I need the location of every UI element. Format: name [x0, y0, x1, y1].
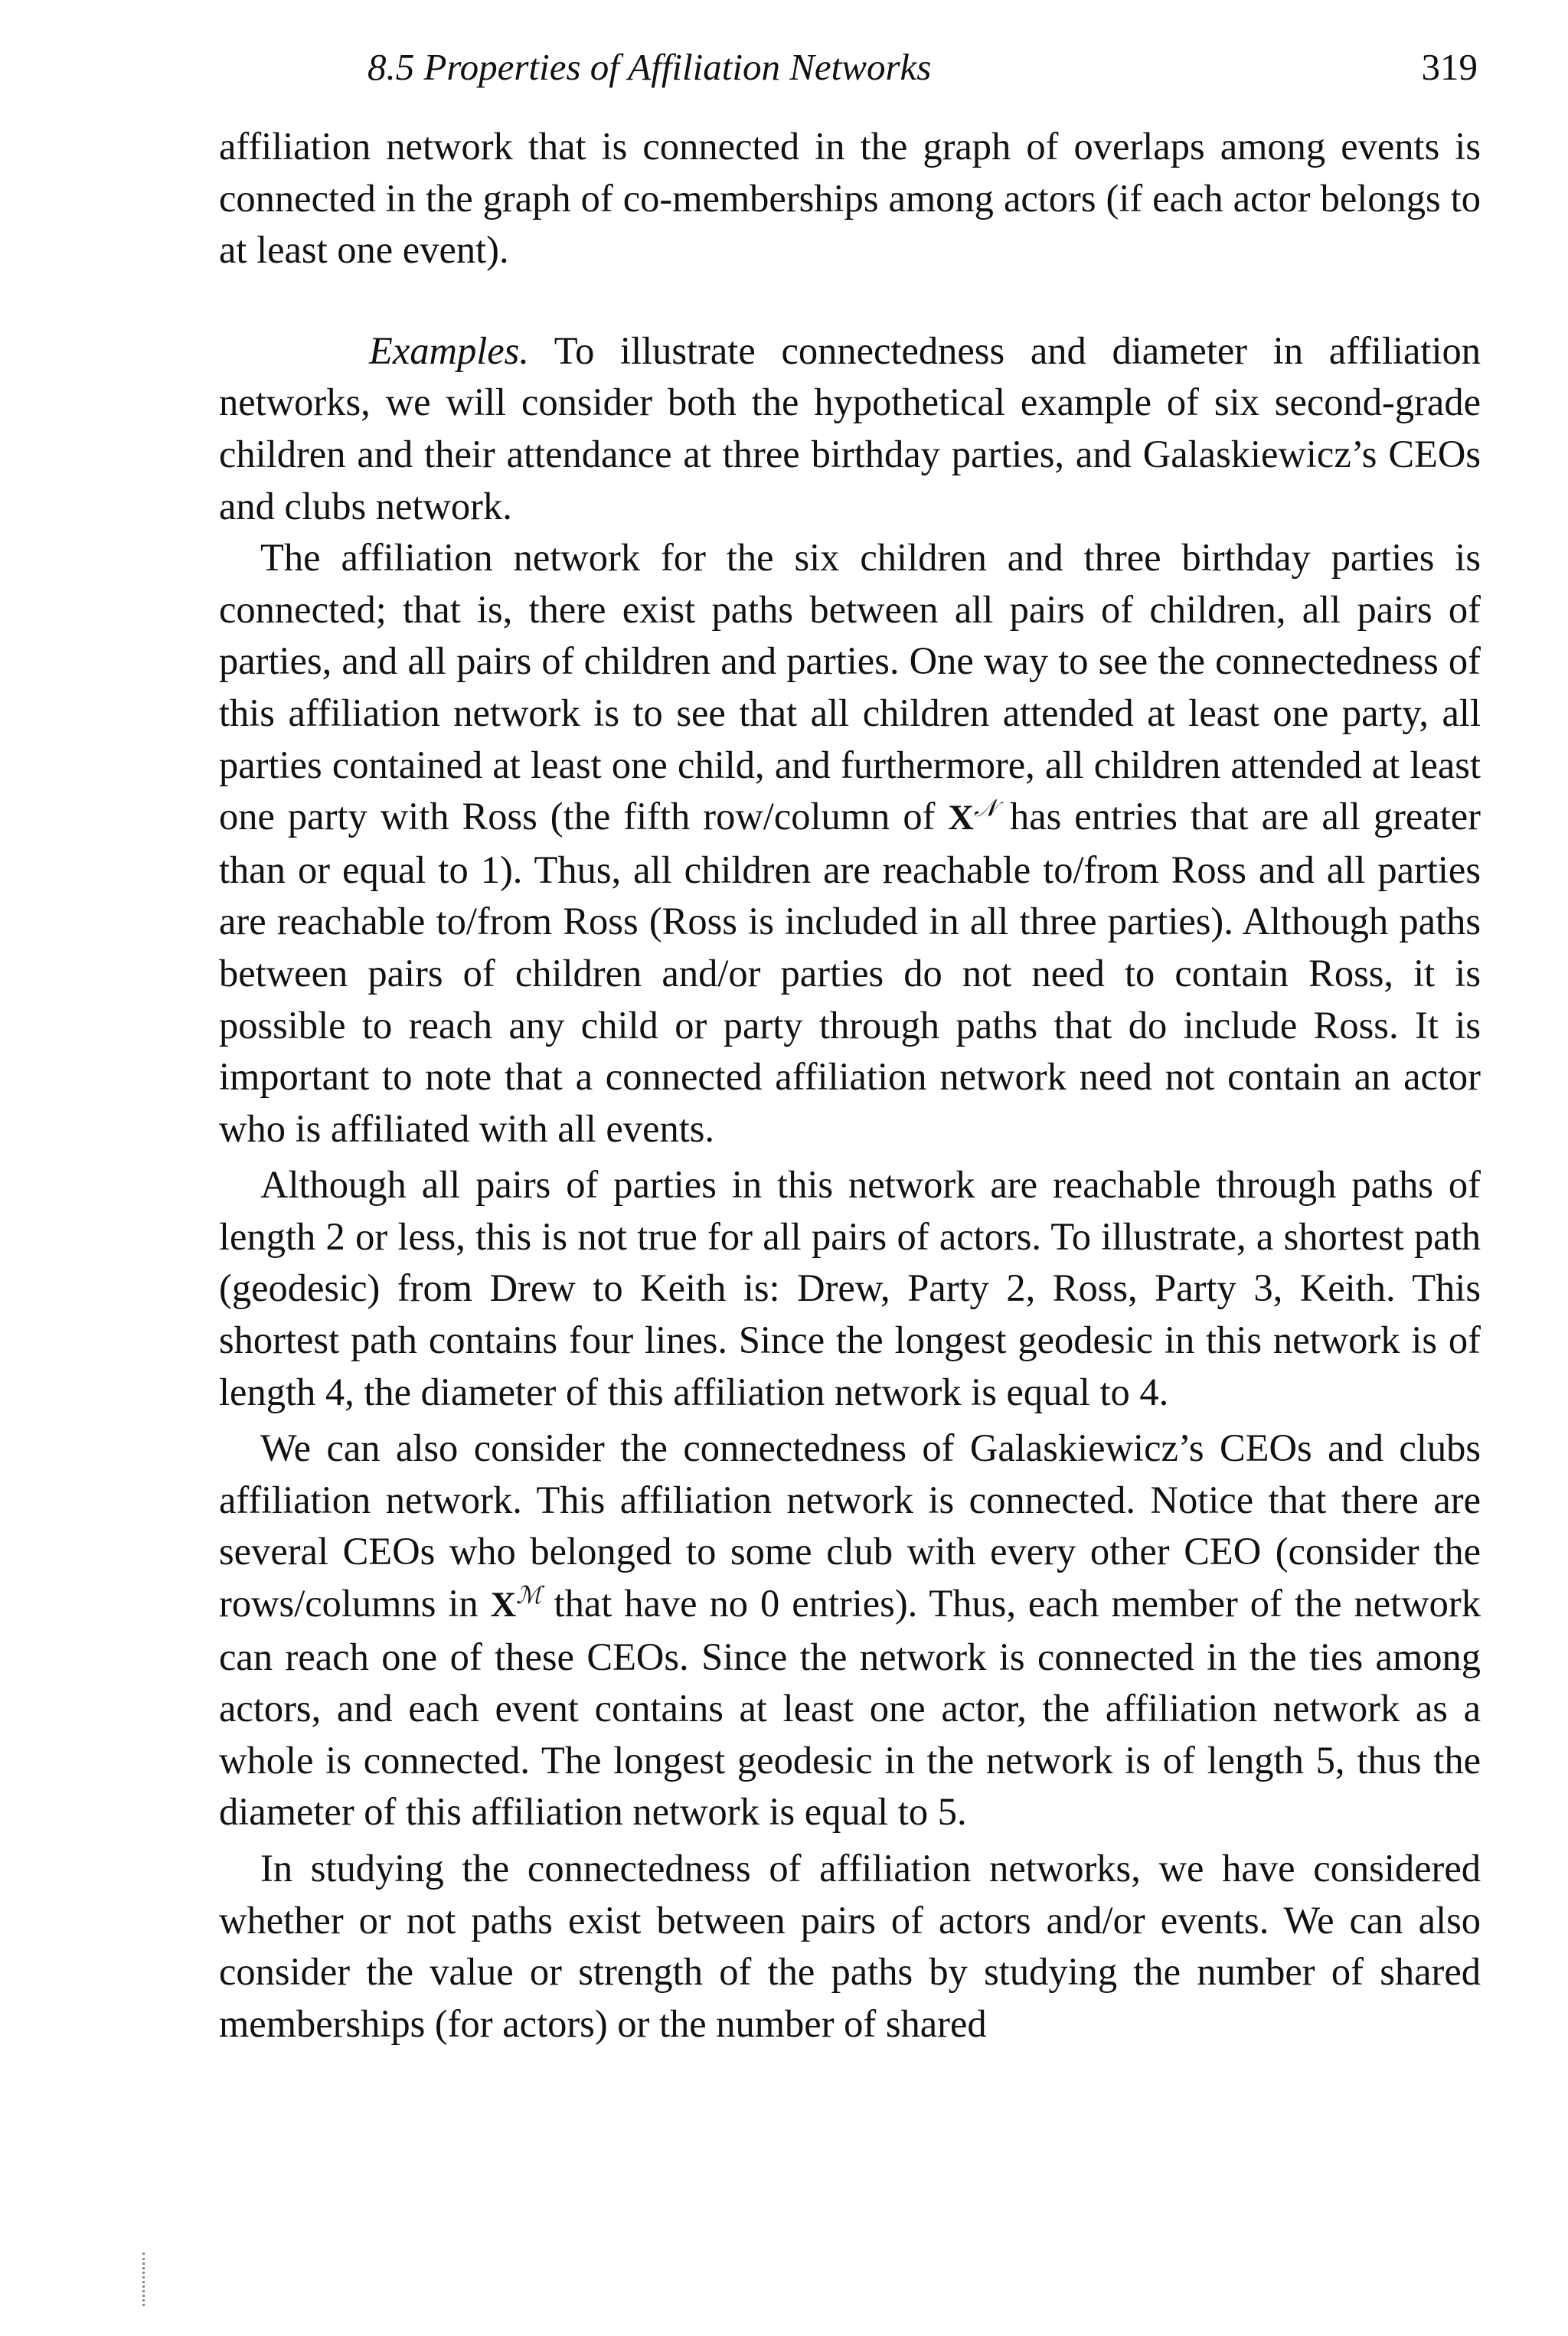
- paragraph-continued: affiliation network that is connected in the graph of overlaps among events is connected in the graph of co-memberships among actors (if each actor belongs to at least one event).: [219, 125, 1481, 272]
- examples-text: To illustrate connectedness and diameter in affiliation networks, we will consider both the hypothetical example of six second-grade children and their attendance at three birthday parties, and Galaskiewicz’s CEOs and clubs network.: [219, 328, 1481, 528]
- script-m-superscript: ℳ: [516, 1581, 542, 1609]
- matrix-x-symbol: X: [948, 799, 974, 838]
- paragraph-children-parties: [219, 532, 1481, 1155]
- matrix-x-symbol: X: [490, 1586, 517, 1625]
- paragraph-examples: [219, 325, 1481, 532]
- section-title: 8.5 Properties of Affiliation Networks: [368, 46, 932, 88]
- paragraph-geodesic: Although all pairs of parties in this network are reachable through paths of length 2 or less, this is not true for all pairs of actors. To illustrate, a shortest path (geodesic) from Drew to Keith is: Drew, Party 2, Ross, Party 3, Keith. This shortest path contains four lines. Since the longest geodesic in this network is of length 4, the diameter of this affiliation network is equal to 4.: [219, 1163, 1481, 1413]
- paragraph-ceos-clubs: [219, 1423, 1481, 1838]
- running-head: [368, 37, 1478, 98]
- page-number: 319: [1421, 46, 1478, 88]
- examples-label: Examples.: [369, 328, 529, 372]
- body-text: [219, 121, 1481, 2050]
- children-parties-text-b: has entries that are all greater than or equal to 1). Thus, all children are reachable to/from Ross and all parties are reachable to/from Ross (Ross is included in all three parties). Although paths between pairs of children and/or parties do not need to contain Ross, it is possible to reach any child or party through paths that do include Ross. It is important to note that a connected affiliation network need not contain an actor who is affiliated with all events.: [219, 795, 1481, 1150]
- script-n-superscript: 𝒩: [973, 794, 997, 822]
- ceos-clubs-text-b: that have no 0 entries). Thus, each member of the network can reach one of these CEOs. Since the network is connected in the ties among actors, and each event contains at least one actor, the affiliation network as a whole is connected. The longest geodesic in the network is of length 5, thus the diameter of this affiliation network is equal to 5.: [219, 1582, 1481, 1834]
- margin-scan-mark: [142, 2253, 148, 2306]
- ceos-clubs-text-a: We can also consider the connectedness of Galaskiewicz’s CEOs and clubs affiliation network. This affiliation network is connected. Notice that there are several CEOs who belonged to some club with every other CEO (consider the rows/columns in: [219, 1426, 1481, 1625]
- children-parties-text-a: The affiliation network for the six children and three birthday parties is connected; that is, there exist paths between all pairs of children, all pairs of parties, and all pairs of children and parties. One way to see the connectedness of this affiliation network is to see that all children attended at least one party, all parties contained at least one child, and furthermore, all children attended at least one party with Ross (the fifth row/column of: [219, 536, 1481, 838]
- paragraph-path-strength: In studying the connectedness of affiliation networks, we have considered whether or not paths exist between pairs of actors and/or events. We can also consider the value or strength of the paths by studying the number of shared memberships (for actors) or the number of shared: [219, 1847, 1481, 2045]
